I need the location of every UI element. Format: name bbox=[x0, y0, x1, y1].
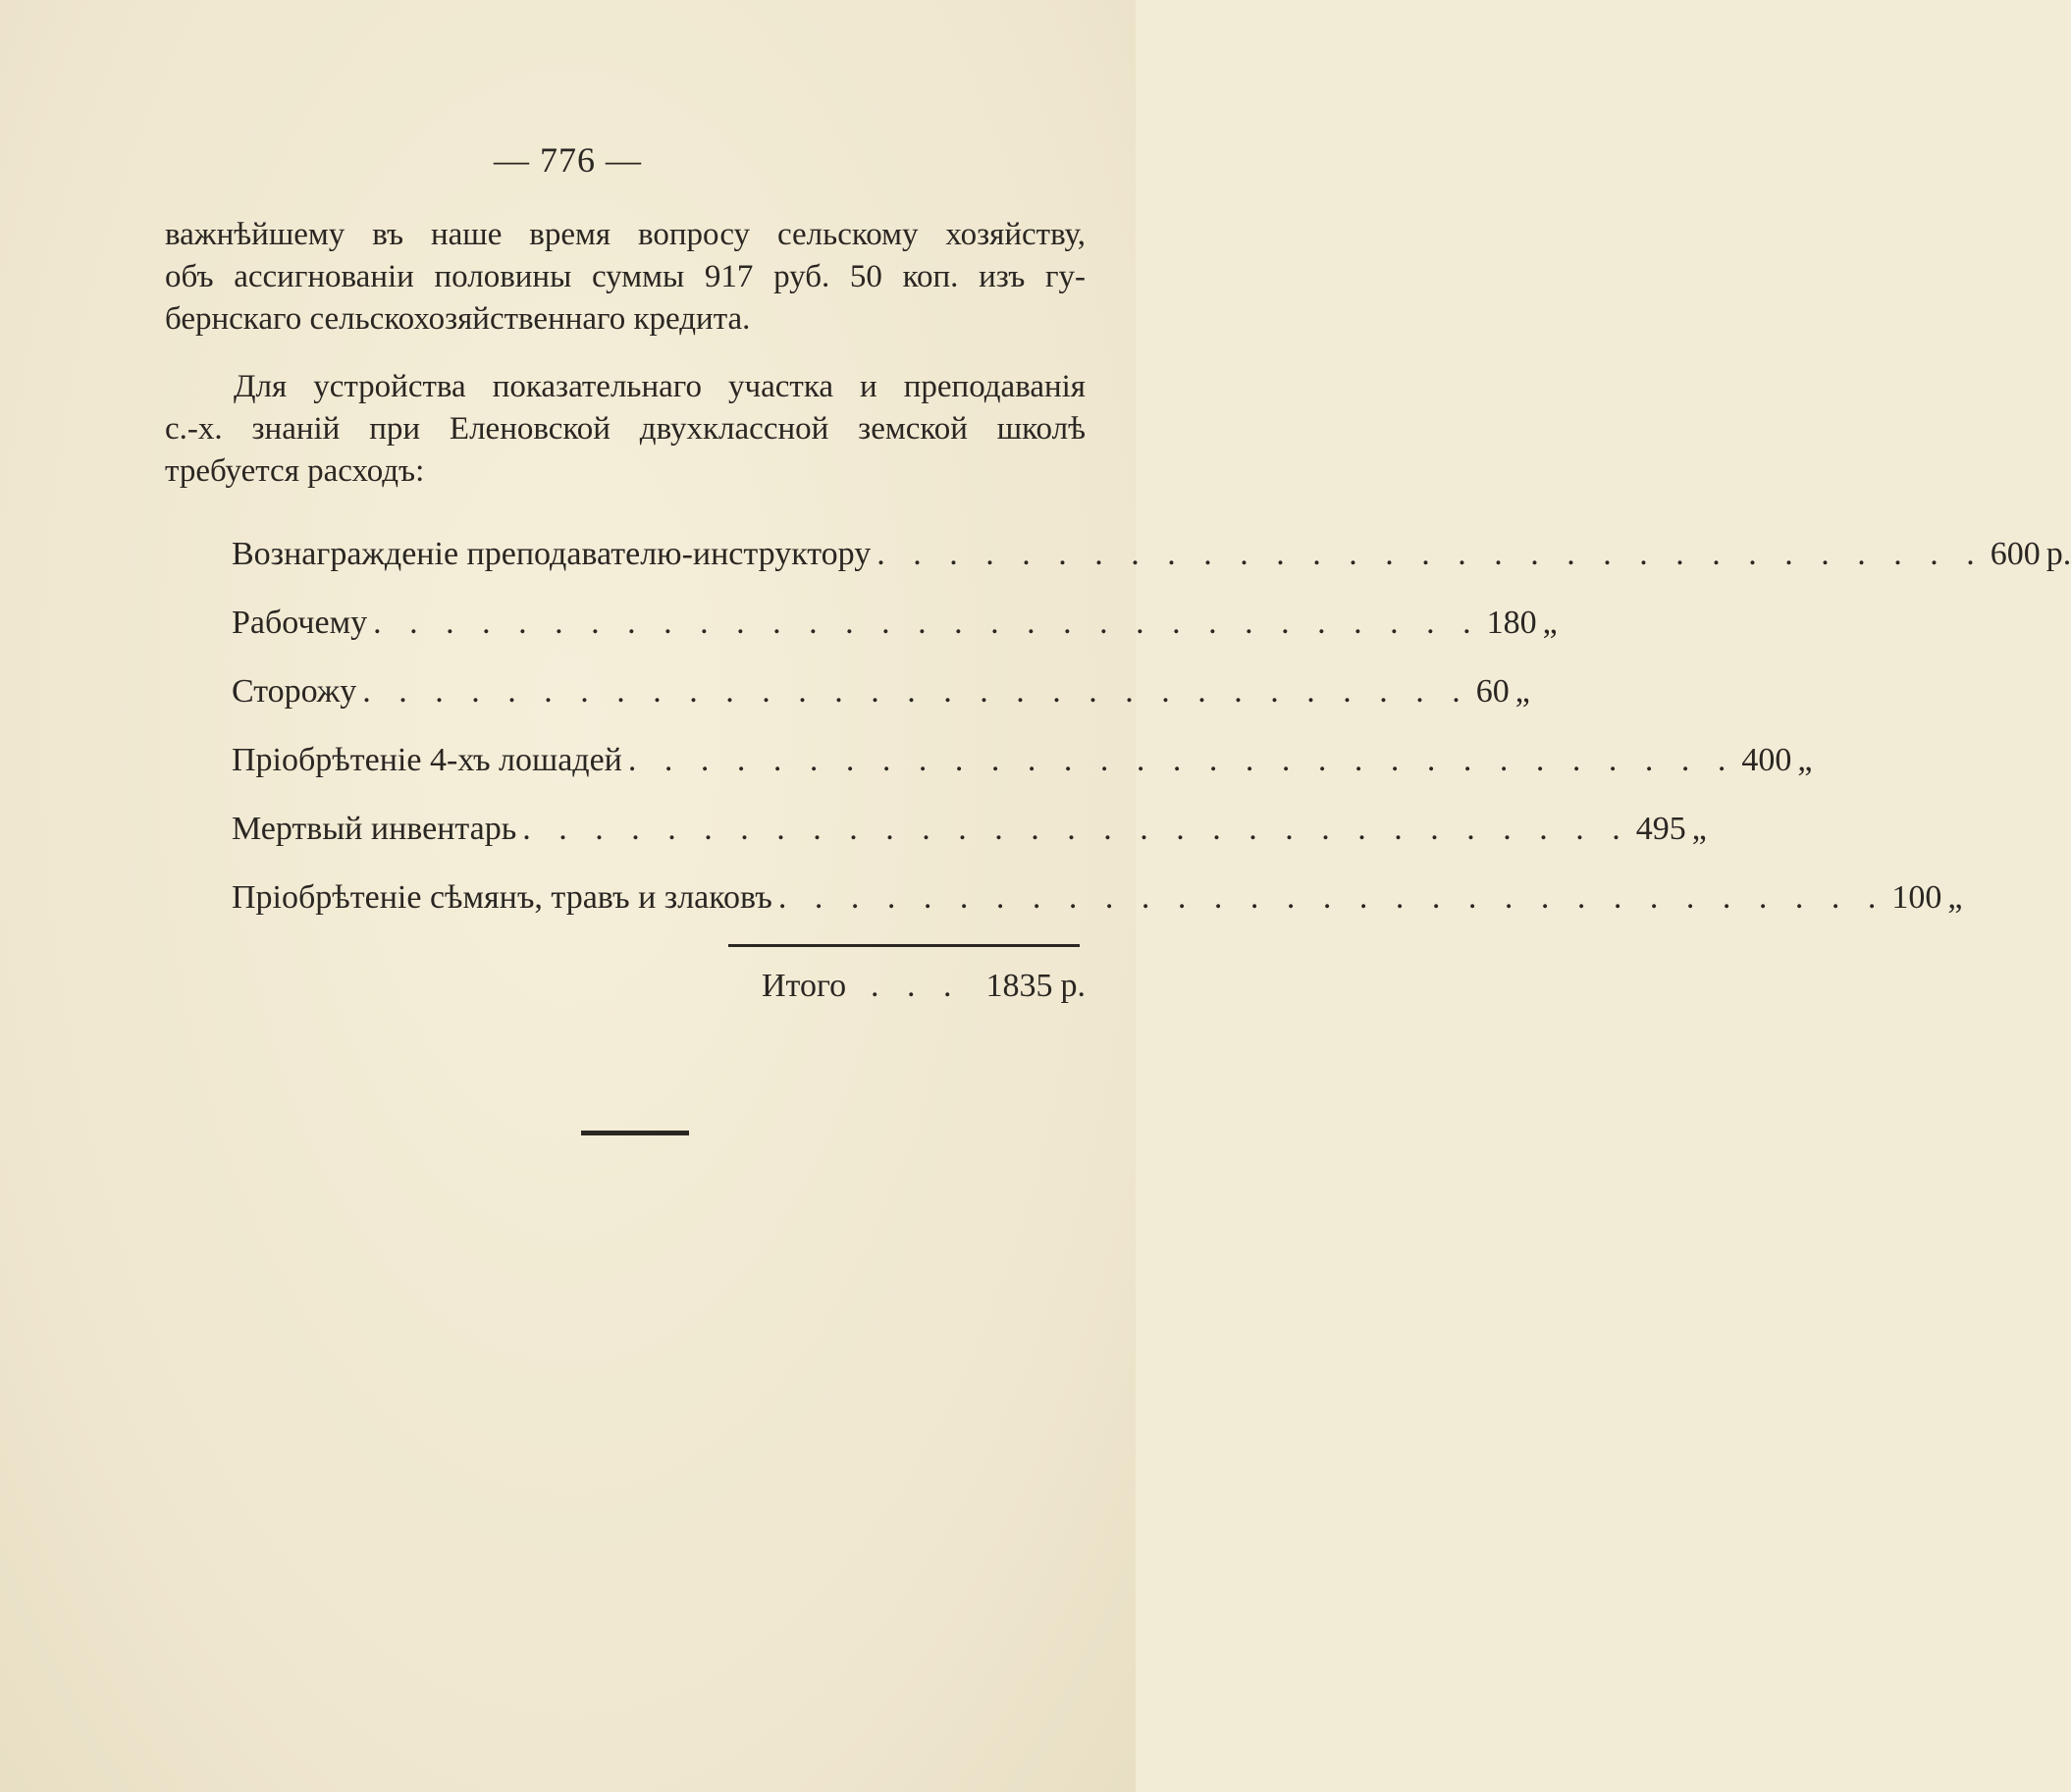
expense-unit: „ bbox=[1797, 742, 1813, 778]
paragraph-line: бернскаго сельскохозяйственнаго кредита. bbox=[165, 301, 751, 337]
leader-dots: . . . . . . . . . . . . . . . . . . . . . . . . . . . . . . . bbox=[362, 673, 1470, 710]
total-amount: 1835 bbox=[985, 968, 1053, 1004]
paragraph-line: требуется расходъ: bbox=[165, 453, 425, 489]
paragraph-line: важнѣйшему въ наше время вопросу сельскому хозяйству, bbox=[165, 217, 1086, 252]
leader-dots: . . . . . . . . . . . . . . . . . . . . . . . . . . . . . . . bbox=[373, 605, 1481, 641]
expense-label: Мертвый инвентарь bbox=[232, 811, 517, 847]
expense-unit: р. bbox=[2045, 536, 2071, 572]
page-number: — 776 — bbox=[494, 140, 642, 180]
expense-row bbox=[232, 605, 1558, 673]
expense-unit: „ bbox=[1542, 605, 1558, 641]
leader-dots: . . . . . . . . . . . . . . . . . . . . . . . . . . . . . . . bbox=[876, 536, 1985, 572]
expense-row bbox=[232, 811, 1707, 879]
expense-unit: „ bbox=[1514, 673, 1530, 710]
expense-label: Рабочему bbox=[232, 605, 368, 641]
expense-unit: „ bbox=[1947, 879, 1963, 916]
leader-dots: . . . . . . . . . . . . . . . . . . . . . . . . . . . . . . . bbox=[522, 811, 1630, 847]
paragraph-2 bbox=[165, 366, 1086, 493]
expense-row bbox=[232, 536, 2071, 605]
expense-list bbox=[232, 536, 2071, 948]
expense-label: Пріобрѣтеніе сѣмянъ, травъ и злаковъ bbox=[232, 879, 772, 916]
end-rule bbox=[581, 1131, 689, 1135]
leader-dots: . . . . . . . . . . . . . . . . . . . . . . . . . . . . . . . bbox=[777, 879, 1886, 916]
total-row bbox=[762, 968, 1086, 1005]
total-rule bbox=[728, 944, 1080, 947]
expense-row bbox=[232, 742, 1813, 811]
expense-unit: „ bbox=[1691, 811, 1707, 847]
expense-label: Сторожу bbox=[232, 673, 357, 710]
expense-row bbox=[232, 673, 1530, 742]
paragraph-1 bbox=[165, 214, 1086, 341]
paragraph-line: объ ассигнованіи половины суммы 917 руб. 50 коп. изъ гу- bbox=[165, 259, 1086, 294]
leader-dots: . . . bbox=[871, 968, 962, 1004]
total-unit: р. bbox=[1060, 968, 1086, 1004]
expense-amount: 400 bbox=[1741, 742, 1792, 778]
paragraph-line: с.-х. знаній при Еленовской двухклассной земской школѣ bbox=[165, 411, 1086, 447]
leader-dots: . . . . . . . . . . . . . . . . . . . . . . . . . . . . . . . bbox=[627, 742, 1736, 778]
expense-amount: 600 bbox=[1990, 536, 2041, 572]
expense-amount: 180 bbox=[1486, 605, 1537, 641]
expense-amount: 495 bbox=[1635, 811, 1686, 847]
paragraph-line: Для устройства показательнаго участка и преподаванія bbox=[234, 369, 1086, 404]
expense-label: Вознагражденіе преподавателю-инструктору bbox=[232, 536, 872, 572]
expense-row bbox=[232, 879, 1963, 948]
total-label: Итого bbox=[762, 968, 847, 1004]
expense-amount: 100 bbox=[1891, 879, 1942, 916]
expense-label: Пріобрѣтеніе 4-хъ лошадей bbox=[232, 742, 622, 778]
expense-amount: 60 bbox=[1475, 673, 1510, 710]
